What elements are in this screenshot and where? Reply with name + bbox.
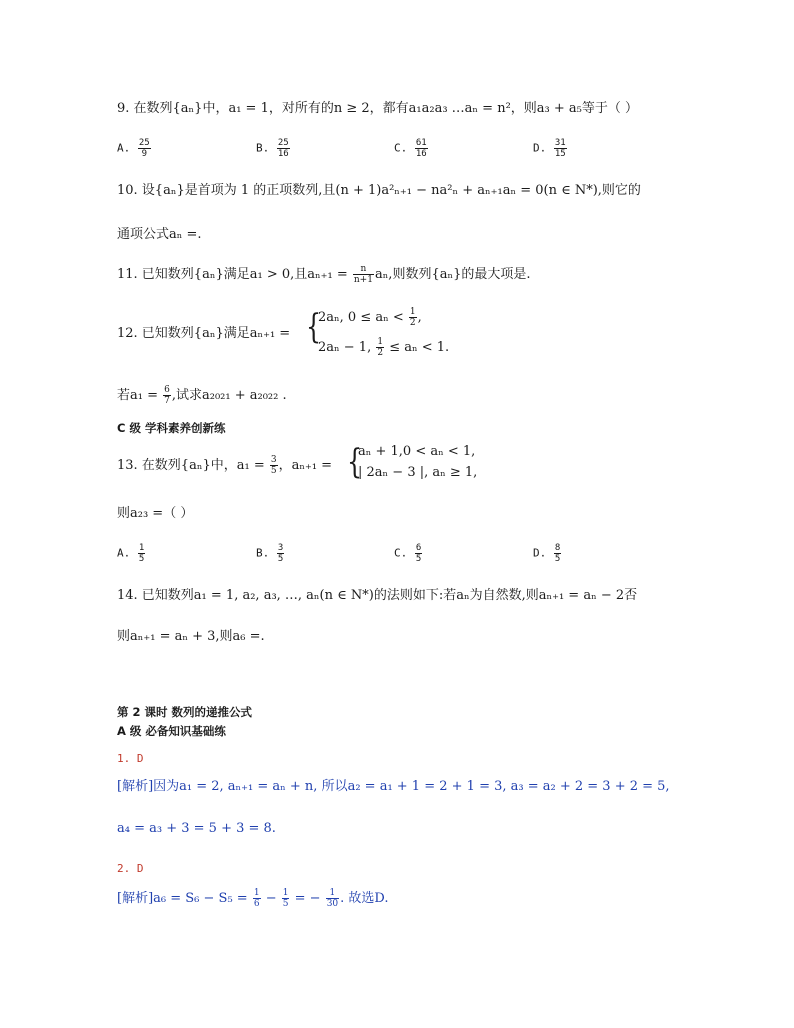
answer-1-explanation-line1: [解析]因为a₁ = 2, aₙ₊₁ = aₙ + n, 所以a₂ = a₁ + 1 = 2 + 1 = 3, a₃ = a₂ + 2 = 3 + 2 = 5, <box>117 779 670 794</box>
lesson-title: 第 2 课时 数列的递推公式 <box>117 705 253 719</box>
q9-option-a: A. $\frac{25}{9}$ <box>117 138 150 159</box>
answer-1-explanation-line2: a₄ = a₃ + 3 = 5 + 3 = 8. <box>117 821 276 836</box>
q12-stem: 12. 已知数列{aₙ}满足aₙ₊₁ = <box>117 326 291 341</box>
q13-option-b: B. $\frac{3}{5}$ <box>256 543 284 564</box>
q11: 11. 已知数列{aₙ}满足a₁ > 0,且aₙ₊₁ = $\frac{n}{n+1}$ aₙ,则数列{aₙ}的最大项是. <box>117 264 531 285</box>
q13-stem: 13. 在数列{aₙ}中，a₁ = $\frac{3}{5}$ ，aₙ₊₁ = <box>117 455 333 476</box>
answer-2: 2. D <box>117 862 144 875</box>
q9-stem: 9. 在数列{aₙ}中，a₁ = 1，对所有的n ≥ 2，都有a₁a₂a₃ …aₙ = n²，则a₃ + a₅等于（ ） <box>117 101 638 116</box>
q9-option-c: C. $\frac{61}{16}$ <box>394 138 427 159</box>
q13-ask: 则a₂₃ =（ ） <box>117 506 194 521</box>
answer-1: 1. D <box>117 752 144 765</box>
q9-option-d: D. $\frac{31}{15}$ <box>533 138 566 159</box>
q13-option-c: C. $\frac{6}{5}$ <box>394 543 422 564</box>
q12-case1: 2aₙ, 0 ≤ aₙ < $\frac{1}{2}$ , <box>318 307 422 328</box>
q12-brace: { <box>306 307 322 347</box>
q10-line1: 10. 设{aₙ}是首项为 1 的正项数列,且(n + 1)a²ₙ₊₁ − na²ₙ + aₙ₊₁aₙ = 0(n ∈ N*),则它的 <box>117 183 641 198</box>
q13-option-a: A. $\frac{1}{5}$ <box>117 543 145 564</box>
q13-case1: aₙ + 1,0 < aₙ < 1, <box>358 444 476 459</box>
section-c-heading: C 级 学科素养创新练 <box>117 421 226 435</box>
q14-line2: 则aₙ₊₁ = aₙ + 3,则a₆ =. <box>117 629 265 644</box>
q13-case2: | 2aₙ − 3 |, aₙ ≥ 1, <box>358 465 478 480</box>
q9-option-b: B. $\frac{25}{16}$ <box>256 138 289 159</box>
level-a-heading: A 级 必备知识基础练 <box>117 724 226 738</box>
answer-2-explanation: [解析]a₆ = S₆ − S₅ = $\frac{1}{6}$ − $\frac{1}{5}$ = − $\frac{1}{30}$ . 故选D. <box>117 888 389 909</box>
q13-brace: { <box>347 442 363 482</box>
q12-ask: 若a₁ = $\frac{6}{7}$ ,试求a₂₀₂₁ + a₂₀₂₂ . <box>117 385 287 406</box>
q13-option-d: D. $\frac{8}{5}$ <box>533 543 561 564</box>
q12-case2: 2aₙ − 1, $\frac{1}{2}$ ≤ aₙ < 1. <box>318 337 450 358</box>
q14-line1: 14. 已知数列a₁ = 1, a₂, a₃, …, aₙ(n ∈ N*)的法则如下:若aₙ为自然数,则aₙ₊₁ = aₙ − 2否 <box>117 588 638 603</box>
q10-line2: 通项公式aₙ =. <box>117 227 202 242</box>
